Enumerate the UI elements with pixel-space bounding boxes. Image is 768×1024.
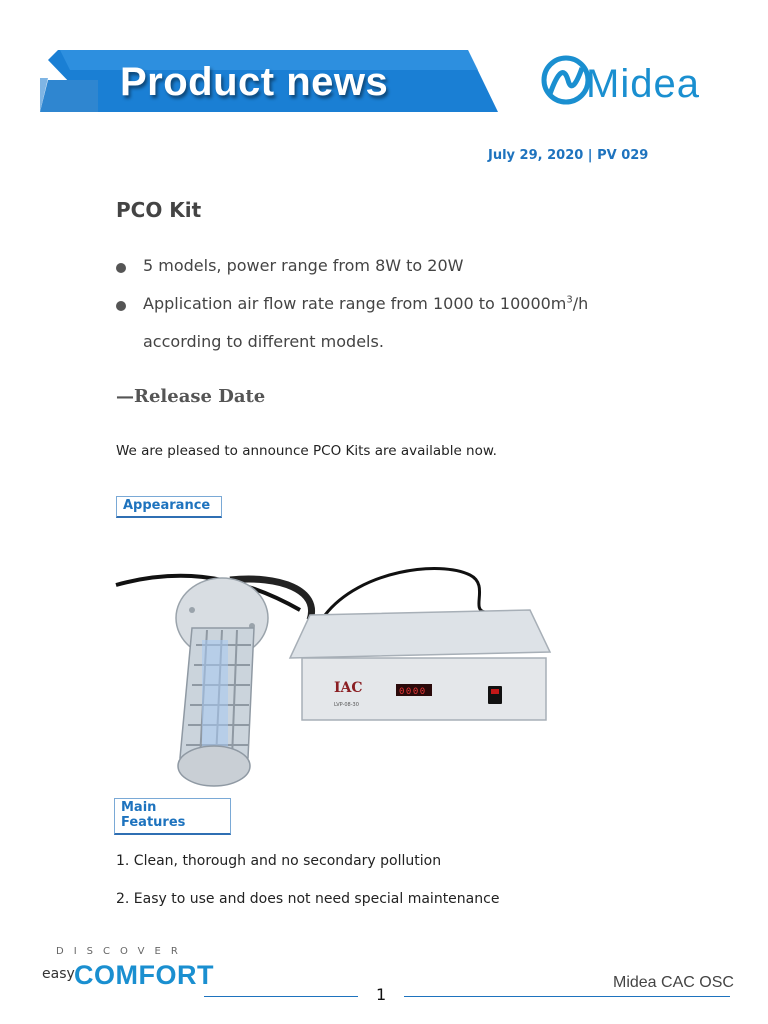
page-number: 1 [376,985,387,1004]
footer-comfort-logo: COMFORT [74,960,214,990]
bullet-text-unit: /h [572,294,589,313]
date-line: July 29, 2020 | PV 029 [488,148,649,163]
footer-divider-right [404,996,730,997]
footer-discover: DISCOVER [56,946,188,957]
bullet-dot-icon [116,301,126,311]
bullet-dot-icon [116,263,126,273]
footer-organization: Midea CAC OSC [613,974,734,991]
appearance-label: Appearance [116,496,222,518]
superscript: 3 [566,294,573,306]
main-features-label: Main Features [114,798,231,835]
brand-name: Midea [586,62,700,106]
bullet-item [116,294,596,316]
footer-divider-left [204,996,358,997]
banner-title: Product news [120,60,389,104]
device-brand: IAC [334,680,363,696]
device-model: LVP-08-30 [334,702,359,708]
bullet-text-main: Application air flow rate range from 1000 to 10000m [143,294,567,313]
feature-item: 1. Clean, thorough and no secondary pollution [116,853,442,869]
bullet-text: 5 models, power range from 8W to 20W [143,256,464,275]
release-heading: —Release Date [116,386,266,407]
bullet-text [143,294,588,313]
product-photo [110,540,570,795]
bullet-item [116,256,566,278]
bullet-continuation: according to different models. [143,332,384,351]
feature-item: 2. Easy to use and does not need special maintenance [116,891,500,907]
product-title: PCO Kit [116,198,202,222]
device-display: 0000 [399,687,427,697]
footer-easy: easy [42,966,75,982]
announcement-text: We are pleased to announce PCO Kits are available now. [116,443,497,459]
